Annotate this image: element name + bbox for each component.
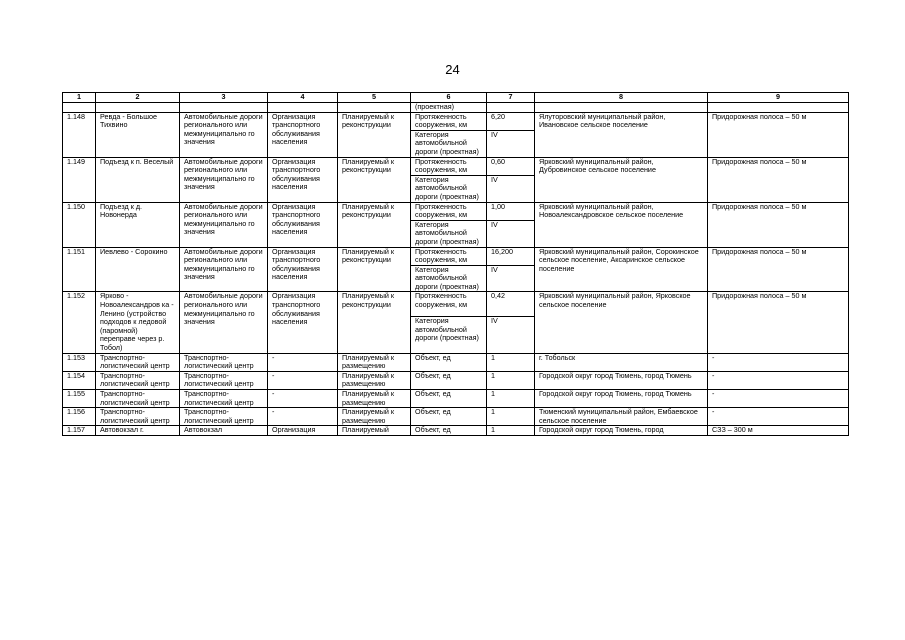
object-zone: Придорожная полоса – 50 м <box>708 247 849 292</box>
row-id: 1.149 <box>63 157 96 202</box>
object-type: Автомобильные дороги регионального или межмуниципально го значения <box>180 292 268 353</box>
param-category-value: IV <box>487 317 535 353</box>
object-location: Ярковский муниципальный район, Новоалександровское сельское поселение <box>535 202 708 247</box>
header-col-9: 9 <box>708 93 849 103</box>
header-col-7: 7 <box>487 93 535 103</box>
object-location: Ялуторовский муниципальный район, Ивановское сельское поселение <box>535 112 708 157</box>
header-row <box>63 93 849 103</box>
object-status: Планируемый <box>338 426 411 436</box>
param-length-value: 0,42 <box>487 292 535 317</box>
header-col-2: 2 <box>96 93 180 103</box>
object-purpose: - <box>268 408 338 426</box>
object-purpose: - <box>268 390 338 408</box>
row-id: 1.153 <box>63 353 96 371</box>
object-purpose: Организация транспортного обслуживания населения <box>268 202 338 247</box>
object-zone: - <box>708 390 849 408</box>
page-number: 24 <box>445 62 460 77</box>
object-name: Транспортно-логистический центр <box>96 353 180 371</box>
object-status: Планируемый к реконструкции <box>338 292 411 353</box>
object-status: Планируемый к размещению <box>338 390 411 408</box>
object-location: Городской округ город Тюмень, город Тюмень <box>535 390 708 408</box>
object-status: Планируемый к размещению <box>338 408 411 426</box>
object-name: Транспортно-логистический центр <box>96 390 180 408</box>
header-col-5: 5 <box>338 93 411 103</box>
param-length-value: 1,00 <box>487 202 535 220</box>
table-row <box>63 292 849 317</box>
object-purpose: Организация транспортного обслуживания населения <box>268 112 338 157</box>
object-zone: - <box>708 353 849 371</box>
param-value: 1 <box>487 371 535 389</box>
table-row <box>63 353 849 371</box>
object-zone: Придорожная полоса – 50 м <box>708 157 849 202</box>
object-zone: Придорожная полоса – 50 м <box>708 292 849 353</box>
object-name: Ярково - Новоалександров ка - Ленино (устройство подходов к ледовой (паромной) переправе через р. Тобол) <box>96 292 180 353</box>
objects-table <box>62 92 849 436</box>
object-type: Автомобильные дороги регионального или межмуниципально го значения <box>180 157 268 202</box>
object-zone: Придорожная полоса – 50 м <box>708 112 849 157</box>
object-location: г. Тобольск <box>535 353 708 371</box>
param-length-value: 0,60 <box>487 157 535 175</box>
object-status: Планируемый к размещению <box>338 353 411 371</box>
header-col-4: 4 <box>268 93 338 103</box>
table-row <box>63 112 849 130</box>
object-location: Городской округ город Тюмень, город <box>535 426 708 436</box>
param-category-value: IV <box>487 220 535 247</box>
object-status: Планируемый к реконструкции <box>338 202 411 247</box>
continuation-cell: (проектная) <box>411 103 487 113</box>
object-location: Городской округ город Тюмень, город Тюмень <box>535 371 708 389</box>
row-id: 1.151 <box>63 247 96 292</box>
object-name: Автовокзал г. <box>96 426 180 436</box>
param-category-value: IV <box>487 175 535 202</box>
object-purpose: Организация <box>268 426 338 436</box>
header-col-8: 8 <box>535 93 708 103</box>
object-location: Ярковский муниципальный район, Ярковское сельское поселение <box>535 292 708 353</box>
object-zone: - <box>708 408 849 426</box>
row-id: 1.148 <box>63 112 96 157</box>
object-purpose: Организация транспортного обслуживания населения <box>268 157 338 202</box>
row-id: 1.150 <box>63 202 96 247</box>
row-id: 1.154 <box>63 371 96 389</box>
object-location: Тюменский муниципальный район, Ембаевское сельское поселение <box>535 408 708 426</box>
header-col-6: 6 <box>411 93 487 103</box>
object-name: Транспортно-логистический центр <box>96 408 180 426</box>
object-type: Транспортно-логистический центр <box>180 408 268 426</box>
param-value: 1 <box>487 426 535 436</box>
param-label: Объект, ед <box>411 371 487 389</box>
object-type: Автомобильные дороги регионального или межмуниципально го значения <box>180 247 268 292</box>
object-type: Автомобильные дороги регионального или межмуниципально го значения <box>180 202 268 247</box>
row-id: 1.157 <box>63 426 96 436</box>
param-length-value: 16,200 <box>487 247 535 265</box>
param-category-value: IV <box>487 265 535 292</box>
table-row <box>63 371 849 389</box>
row-id: 1.152 <box>63 292 96 353</box>
param-value: 1 <box>487 390 535 408</box>
object-status: Планируемый к размещению <box>338 371 411 389</box>
param-length-label: Протяженность сооружения, км <box>411 112 487 130</box>
table-row <box>63 202 849 220</box>
table-row <box>63 408 849 426</box>
continuation-row <box>63 103 849 113</box>
param-label: Объект, ед <box>411 390 487 408</box>
object-status: Планируемый к реконструкции <box>338 112 411 157</box>
object-status: Планируемый к реконструкции <box>338 157 411 202</box>
table-row <box>63 157 849 175</box>
param-label: Объект, ед <box>411 353 487 371</box>
object-name: Подъезд к д. Новонерда <box>96 202 180 247</box>
header-col-3: 3 <box>180 93 268 103</box>
object-zone: СЗЗ – 300 м <box>708 426 849 436</box>
param-category-label: Категория автомобильной дороги (проектная) <box>411 317 487 353</box>
param-label: Объект, ед <box>411 408 487 426</box>
object-purpose: - <box>268 353 338 371</box>
param-label: Объект, ед <box>411 426 487 436</box>
param-length-label: Протяженность сооружения, км <box>411 247 487 265</box>
table-row <box>63 247 849 265</box>
header-col-1: 1 <box>63 93 96 103</box>
object-type: Автовокзал <box>180 426 268 436</box>
param-length-label: Протяженность сооружения, км <box>411 202 487 220</box>
object-zone: - <box>708 371 849 389</box>
object-name: Транспортно-логистический центр <box>96 371 180 389</box>
object-type: Транспортно-логистический центр <box>180 353 268 371</box>
object-purpose: Организация транспортного обслуживания населения <box>268 292 338 353</box>
table-row <box>63 390 849 408</box>
param-category-label: Категория автомобильной дороги (проектная) <box>411 220 487 247</box>
object-purpose: - <box>268 371 338 389</box>
object-type: Транспортно-логистический центр <box>180 371 268 389</box>
object-zone: Придорожная полоса – 50 м <box>708 202 849 247</box>
object-location: Ярковский муниципальный район, Сорокинское сельское поселение, Аксаринское сельское поселение <box>535 247 708 292</box>
object-status: Планируемый к реконструкции <box>338 247 411 292</box>
param-category-label: Категория автомобильной дороги (проектная) <box>411 130 487 157</box>
object-name: Подъезд к п. Веселый <box>96 157 180 202</box>
table-row <box>63 426 849 436</box>
param-value: 1 <box>487 408 535 426</box>
param-category-label: Категория автомобильной дороги (проектная) <box>411 265 487 292</box>
row-id: 1.155 <box>63 390 96 408</box>
object-name: Ревда - Большое Тихвино <box>96 112 180 157</box>
param-length-label: Протяженность сооружения, км <box>411 292 487 317</box>
param-length-label: Протяженность сооружения, км <box>411 157 487 175</box>
param-value: 1 <box>487 353 535 371</box>
object-type: Транспортно-логистический центр <box>180 390 268 408</box>
object-location: Ярковский муниципальный район, Дубровинское сельское поселение <box>535 157 708 202</box>
object-purpose: Организация транспортного обслуживания населения <box>268 247 338 292</box>
param-category-label: Категория автомобильной дороги (проектная) <box>411 175 487 202</box>
object-type: Автомобильные дороги регионального или межмуниципально го значения <box>180 112 268 157</box>
object-name: Иевлево - Сорокино <box>96 247 180 292</box>
param-length-value: 6,20 <box>487 112 535 130</box>
row-id: 1.156 <box>63 408 96 426</box>
param-category-value: IV <box>487 130 535 157</box>
